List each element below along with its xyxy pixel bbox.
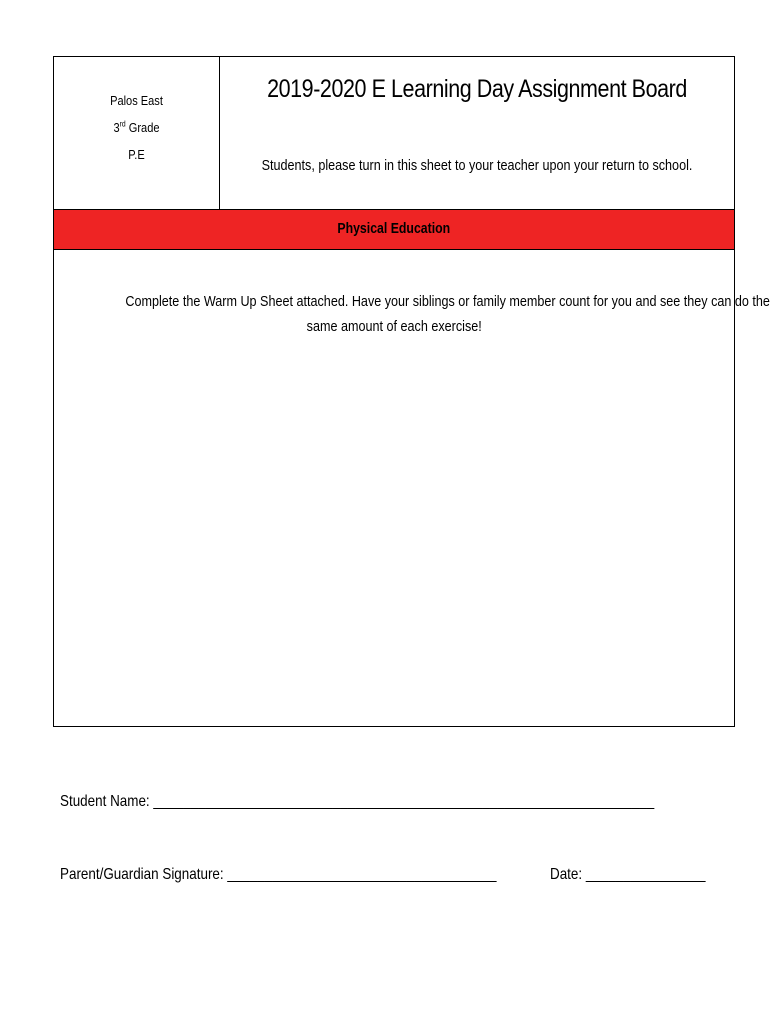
subject-abbreviation: P.E [128, 147, 145, 162]
assignment-text [64, 289, 770, 339]
date-field[interactable]: Date: ________________ [550, 866, 706, 883]
subject-label: Physical Education [337, 220, 451, 237]
school-name: Palos East [110, 93, 163, 108]
assignment-line-2: same amount of each exercise! [306, 318, 482, 335]
student-name-field[interactable]: Student Name: ___________________________________________________________________ [60, 793, 655, 810]
guardian-signature-field[interactable]: Parent/Guardian Signature: ____________________________________ [60, 866, 497, 883]
page-title: 2019-2020 E Learning Day Assignment Board [267, 75, 687, 103]
school-info-cell [54, 57, 220, 209]
assignment-board [53, 56, 770, 727]
return-instructions: Students, please turn in this sheet to your teacher upon your return to school. [261, 157, 693, 174]
subject-header-bar [54, 209, 734, 250]
title-cell [220, 57, 734, 209]
grade-label: 3rd Grade [113, 119, 160, 135]
assignment-line-1: Complete the Warm Up Sheet attached. Have your siblings or family member count for you and see they can do the [125, 293, 770, 310]
